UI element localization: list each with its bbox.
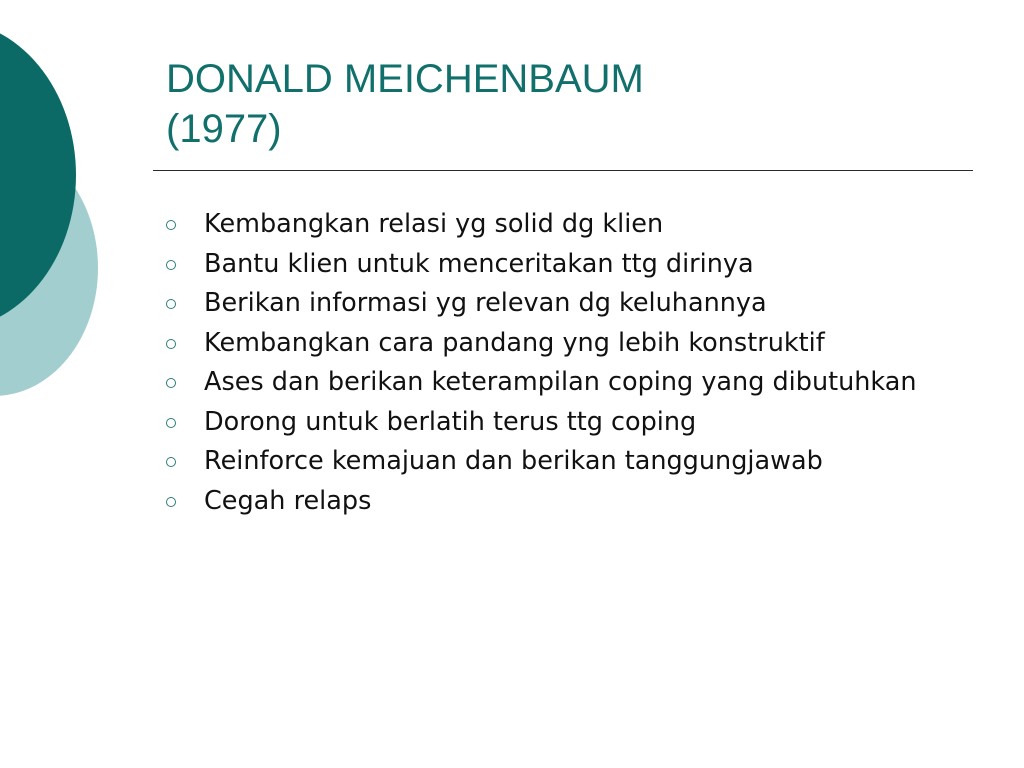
bullet-text: Kembangkan relasi yg solid dg klien xyxy=(204,209,664,239)
bullet-text: Berikan informasi yg relevan dg keluhannya xyxy=(204,288,767,318)
bullet-item xyxy=(166,327,966,359)
hollow-circle-bullet-icon xyxy=(166,260,176,270)
bullet-item xyxy=(166,406,966,438)
bullet-text: Bantu klien untuk menceritakan ttg dirinya xyxy=(204,248,754,279)
bullet-list xyxy=(166,208,966,524)
hollow-circle-bullet-icon xyxy=(166,339,176,349)
bullet-text: Dorong untuk berlatih terus ttg coping xyxy=(204,406,697,437)
bullet-item xyxy=(166,366,966,398)
bullet-text: Cegah relaps xyxy=(204,485,372,516)
title-line-year: (1977) xyxy=(166,107,282,151)
slide-title xyxy=(166,54,644,154)
hollow-circle-bullet-icon xyxy=(166,299,176,309)
bullet-item xyxy=(166,208,966,240)
bullet-item xyxy=(166,445,966,477)
bullet-text: Kembangkan cara pandang yng lebih konstruktif xyxy=(204,327,825,358)
hollow-circle-bullet-icon xyxy=(166,220,176,230)
hollow-circle-bullet-icon xyxy=(166,378,176,388)
bullet-text: Reinforce kemajuan dan berikan tanggungjawab xyxy=(204,446,823,476)
hollow-circle-bullet-icon xyxy=(166,418,176,428)
bullet-item xyxy=(166,485,966,517)
title-line-name: DONALD MEICHENBAUM xyxy=(166,57,644,101)
hollow-circle-bullet-icon xyxy=(166,457,176,467)
title-divider xyxy=(153,170,973,171)
bullet-text: Ases dan berikan keterampilan coping yang dibutuhkan xyxy=(204,367,917,397)
bullet-item xyxy=(166,287,966,319)
bullet-item xyxy=(166,248,966,280)
hollow-circle-bullet-icon xyxy=(166,497,176,507)
